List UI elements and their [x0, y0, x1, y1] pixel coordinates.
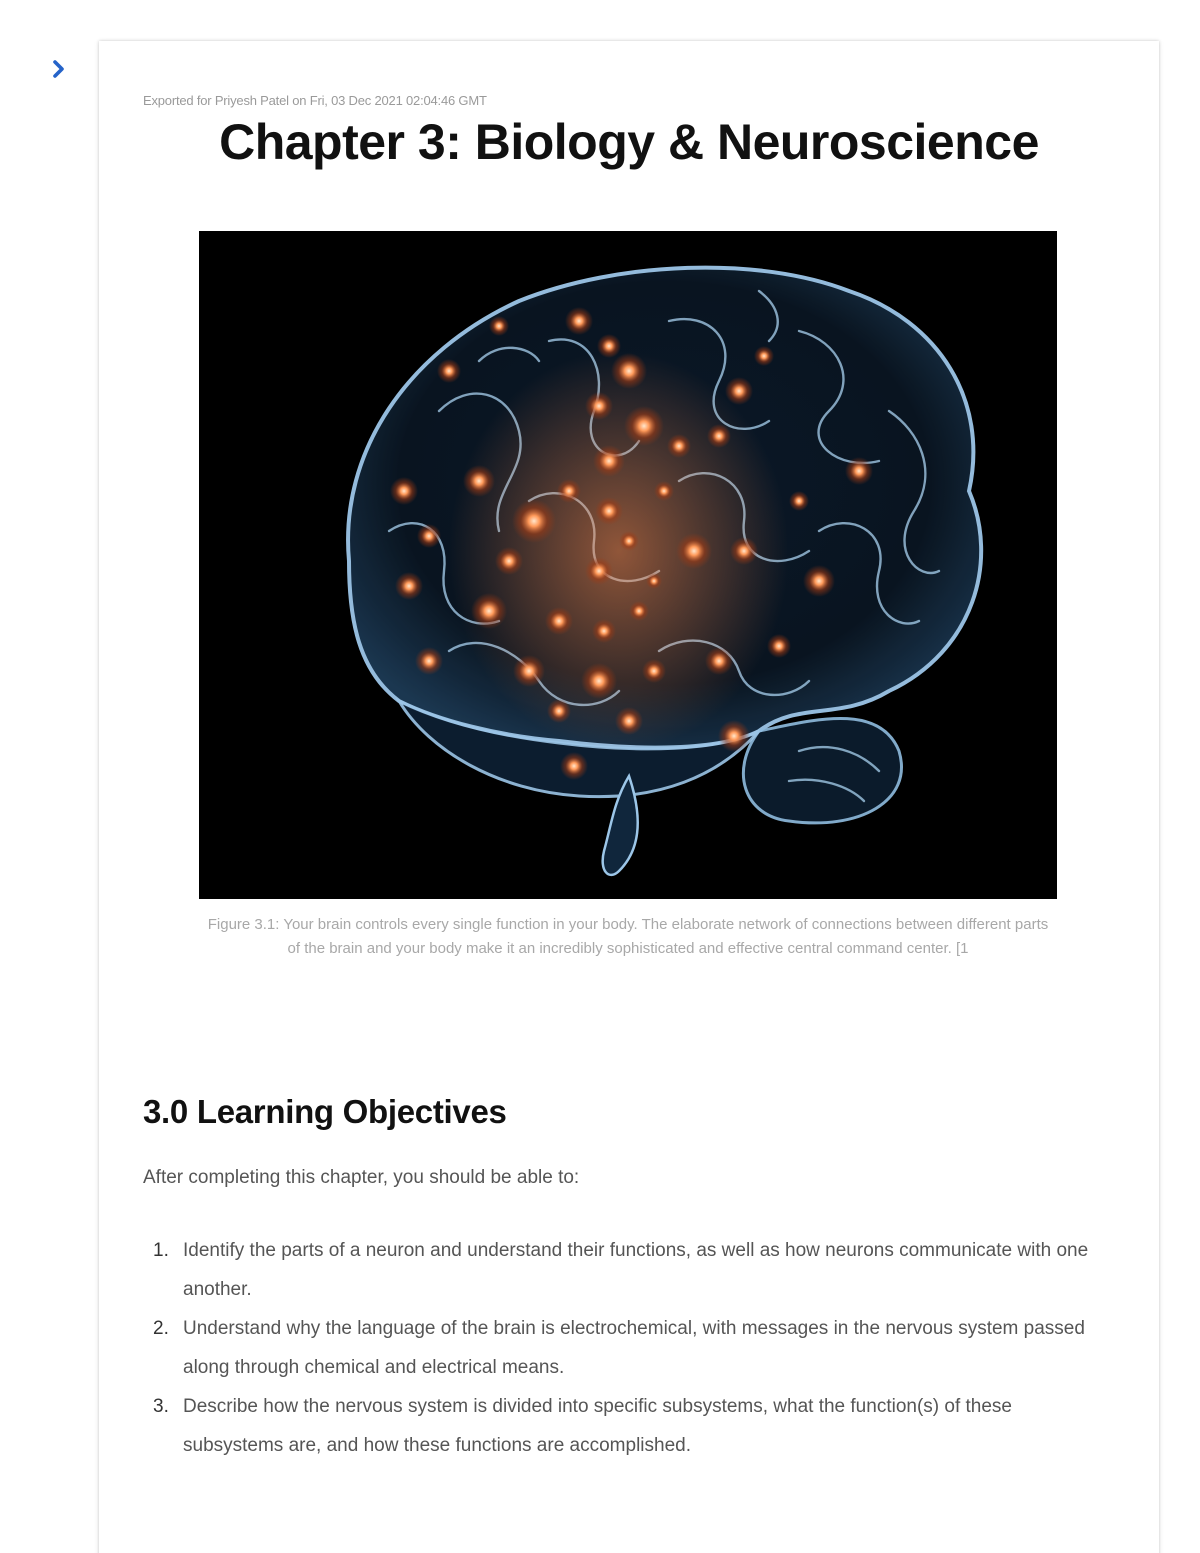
chevron-right-icon: [50, 58, 68, 80]
list-item: Identify the parts of a neuron and understand their functions, as well as how neurons communicate with one another.: [183, 1240, 1089, 1300]
section-heading: 3.0 Learning Objectives: [143, 1093, 507, 1130]
chapter-title: Chapter 3: Biology & Neuroscience: [219, 114, 1039, 170]
intro-text: After completing this chapter, you should be able to:: [143, 1167, 580, 1188]
figure-caption: Figure 3.1: Your brain controls every single function in your body. The elaborate network of connections between different parts of the brain and your body make it an incredibly sophisticated and effective central command center. [1: [207, 916, 1049, 957]
list-item: Describe how the nervous system is divided into specific subsystems, what the function(s) of these subsystems are, and how these functions are accomplished.: [183, 1396, 1012, 1456]
brain-image: [199, 231, 1057, 899]
export-note: Exported for Priyesh Patel on Fri, 03 Dec 2021 02:04:46 GMT: [143, 93, 487, 108]
sidebar-toggle-button[interactable]: [44, 54, 74, 84]
objectives-list: [143, 1231, 1113, 1465]
figure: [199, 231, 1057, 961]
list-item: Understand why the language of the brain is electrochemical, with messages in the nervous system passed along through chemical and electrical means.: [183, 1318, 1085, 1378]
document-page: [99, 41, 1159, 1553]
